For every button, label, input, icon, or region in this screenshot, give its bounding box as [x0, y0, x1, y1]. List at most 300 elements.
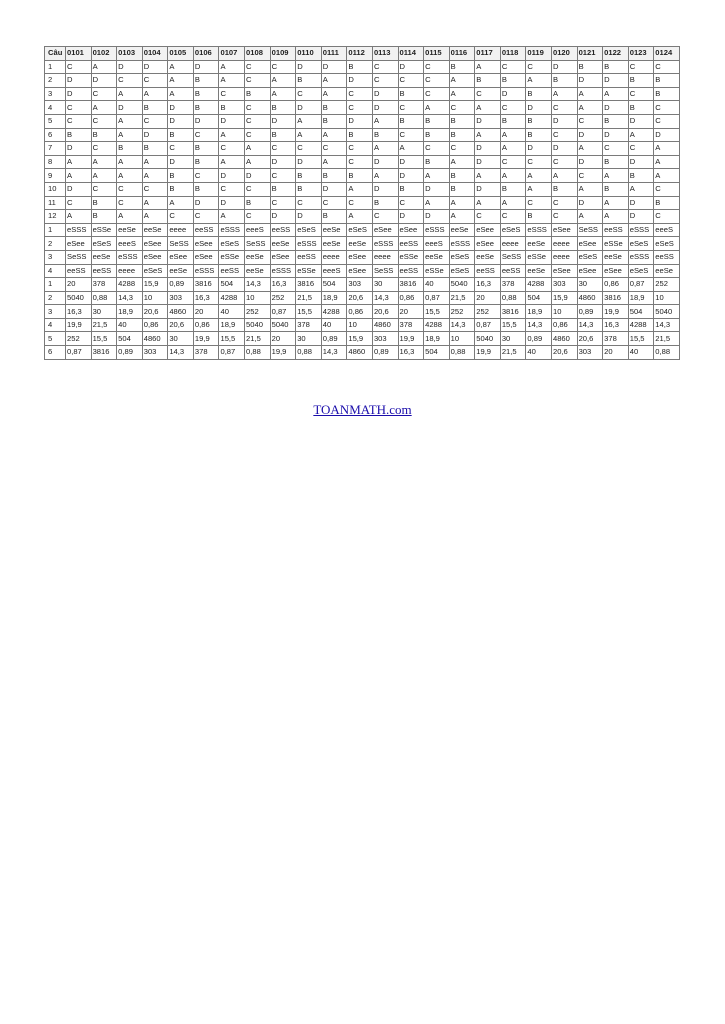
answer-cell: C — [372, 74, 398, 88]
table-row — [45, 128, 680, 142]
answer-cell: 252 — [270, 291, 296, 305]
answer-cell: B — [628, 74, 654, 88]
answer-cell: C — [245, 114, 271, 128]
answer-cell: A — [168, 60, 194, 74]
answer-cell: 16,3 — [475, 278, 501, 292]
answer-cell: 15,9 — [142, 278, 168, 292]
answer-cell: 0,88 — [449, 346, 475, 360]
answer-cell: C — [551, 128, 577, 142]
answer-cell: A — [603, 169, 629, 183]
answer-cell: 0,86 — [398, 291, 424, 305]
answer-cell: B — [500, 182, 526, 196]
table-row — [45, 291, 680, 305]
answer-cell: C — [475, 210, 501, 224]
answer-cell: eSee — [475, 237, 501, 251]
answer-cell: C — [424, 142, 450, 156]
answer-cell: 252 — [449, 305, 475, 319]
answer-cell: C — [347, 87, 373, 101]
answer-cell: 0,86 — [142, 318, 168, 332]
header-cell-exam-code: 0123 — [628, 47, 654, 61]
answer-cell: D — [117, 60, 143, 74]
answer-cell: 14,3 — [449, 318, 475, 332]
answer-cell: eSSS — [424, 223, 450, 237]
answer-cell: B — [321, 169, 347, 183]
answer-cell: 4860 — [168, 305, 194, 319]
table-row — [45, 223, 680, 237]
answer-cell: 20 — [603, 346, 629, 360]
answer-cell: D — [475, 114, 501, 128]
answer-cell: C — [603, 142, 629, 156]
table-row — [45, 210, 680, 224]
answer-cell: 30 — [577, 278, 603, 292]
header-cell-exam-code: 0120 — [551, 47, 577, 61]
answer-cell: 16,3 — [398, 346, 424, 360]
answer-cell: eeeS — [321, 264, 347, 278]
answer-cell: eeSS — [66, 264, 92, 278]
answer-cell: B — [168, 169, 194, 183]
answer-cell: 252 — [245, 305, 271, 319]
answer-cell: C — [270, 142, 296, 156]
answer-cell: 20 — [66, 278, 92, 292]
answer-cell: eeSe — [142, 223, 168, 237]
answer-cell: SeSS — [372, 264, 398, 278]
answer-cell: 30 — [168, 332, 194, 346]
answer-cell: A — [117, 169, 143, 183]
answer-cell: D — [475, 182, 501, 196]
answer-cell: A — [500, 142, 526, 156]
answer-cell: A — [117, 114, 143, 128]
answer-cell: eeSS — [219, 264, 245, 278]
answer-cell: B — [66, 128, 92, 142]
answer-cell: eSeS — [449, 250, 475, 264]
header-cell-exam-code: 0101 — [66, 47, 92, 61]
answer-cell: eeSe — [245, 264, 271, 278]
answer-cell: A — [603, 210, 629, 224]
table-header-row — [45, 47, 680, 61]
answer-cell: 40 — [526, 346, 552, 360]
answer-cell: C — [270, 196, 296, 210]
answer-cell: D — [628, 114, 654, 128]
answer-cell: 15,9 — [347, 332, 373, 346]
answer-cell: D — [193, 60, 219, 74]
question-number-cell: 2 — [45, 291, 66, 305]
answer-cell: A — [117, 87, 143, 101]
answer-cell: A — [526, 74, 552, 88]
answer-cell: B — [654, 74, 680, 88]
answer-cell: 4860 — [577, 291, 603, 305]
answer-cell: 18,9 — [628, 291, 654, 305]
header-cell-exam-code: 0121 — [577, 47, 603, 61]
question-number-cell: 2 — [45, 74, 66, 88]
table-row — [45, 305, 680, 319]
table-row — [45, 196, 680, 210]
answer-cell: B — [398, 182, 424, 196]
answer-cell: 40 — [117, 318, 143, 332]
answer-cell: D — [398, 60, 424, 74]
answer-cell: eSeS — [449, 264, 475, 278]
answer-cell: 15,9 — [551, 291, 577, 305]
answer-cell: B — [193, 155, 219, 169]
answer-cell: 21,5 — [245, 332, 271, 346]
answer-cell: eSee — [603, 264, 629, 278]
answer-cell: 504 — [424, 346, 450, 360]
answer-cell: A — [245, 142, 271, 156]
answer-cell: B — [475, 74, 501, 88]
answer-cell: SeSS — [245, 237, 271, 251]
answer-cell: B — [321, 101, 347, 115]
answer-cell: A — [372, 169, 398, 183]
answer-cell: eeSe — [91, 250, 117, 264]
answer-cell: D — [398, 210, 424, 224]
answer-cell: B — [526, 210, 552, 224]
answer-cell: eeSS — [603, 223, 629, 237]
answer-cell: B — [577, 60, 603, 74]
answer-cell: eeSe — [117, 223, 143, 237]
answer-cell: 20,6 — [551, 346, 577, 360]
answer-cell: D — [142, 128, 168, 142]
answer-cell: C — [551, 196, 577, 210]
answer-cell: eeSS — [654, 250, 680, 264]
answer-cell: eSee — [193, 250, 219, 264]
answer-cell: B — [500, 114, 526, 128]
answer-cell: A — [654, 169, 680, 183]
header-cell-exam-code: 0104 — [142, 47, 168, 61]
answer-cell: D — [526, 142, 552, 156]
answer-cell: D — [168, 114, 194, 128]
answer-cell: C — [500, 60, 526, 74]
answer-cell: eeSe — [603, 250, 629, 264]
answer-cell: D — [577, 155, 603, 169]
answer-cell: C — [654, 182, 680, 196]
answer-cell: D — [577, 128, 603, 142]
answer-cell: D — [245, 169, 271, 183]
answer-cell: C — [449, 142, 475, 156]
answer-cell: SeSS — [577, 223, 603, 237]
answer-cell: SeSS — [500, 250, 526, 264]
answer-cell: C — [296, 142, 322, 156]
answer-cell: B — [347, 169, 373, 183]
answer-cell: C — [117, 74, 143, 88]
answer-cell: B — [526, 128, 552, 142]
answer-cell: 504 — [117, 332, 143, 346]
answer-cell: eeee — [551, 250, 577, 264]
answer-cell: C — [654, 114, 680, 128]
answer-cell: 20,6 — [168, 318, 194, 332]
answer-cell: C — [296, 87, 322, 101]
answer-cell: A — [628, 128, 654, 142]
answer-cell: eeSe — [449, 223, 475, 237]
answer-cell: eeee — [500, 237, 526, 251]
answer-cell: A — [66, 155, 92, 169]
answer-cell: 14,3 — [117, 291, 143, 305]
answer-cell: 0,87 — [628, 278, 654, 292]
answer-cell: 3816 — [603, 291, 629, 305]
answer-cell: 14,3 — [372, 291, 398, 305]
answer-cell: C — [245, 182, 271, 196]
answer-cell: eSee — [270, 250, 296, 264]
answer-cell: D — [270, 210, 296, 224]
answer-cell: eSee — [193, 237, 219, 251]
answer-cell: B — [91, 128, 117, 142]
answer-cell: A — [91, 169, 117, 183]
answer-cell: B — [424, 128, 450, 142]
answer-cell: eeSe — [654, 264, 680, 278]
answer-cell: eSSS — [193, 264, 219, 278]
answer-cell: B — [91, 196, 117, 210]
answer-cell: D — [551, 142, 577, 156]
answer-cell: eeeS — [245, 223, 271, 237]
answer-cell: A — [475, 128, 501, 142]
answer-cell: 3816 — [296, 278, 322, 292]
answer-cell: eSSS — [628, 223, 654, 237]
answer-cell: C — [654, 101, 680, 115]
answer-cell: B — [628, 101, 654, 115]
answer-cell: 0,89 — [526, 332, 552, 346]
answer-cell: B — [168, 182, 194, 196]
answer-cell: B — [347, 128, 373, 142]
answer-cell: B — [526, 114, 552, 128]
answer-cell: A — [91, 60, 117, 74]
table-row — [45, 332, 680, 346]
answer-cell: C — [219, 87, 245, 101]
answer-cell: B — [603, 114, 629, 128]
answer-cell: 10 — [654, 291, 680, 305]
header-cell-exam-code: 0114 — [398, 47, 424, 61]
answer-cell: C — [142, 182, 168, 196]
answer-cell: eSSe — [398, 250, 424, 264]
question-number-cell: 2 — [45, 237, 66, 251]
question-number-cell: 5 — [45, 332, 66, 346]
header-cell-exam-code: 0117 — [475, 47, 501, 61]
answer-cell: B — [347, 60, 373, 74]
answer-cell: 30 — [500, 332, 526, 346]
answer-cell: 5040 — [449, 278, 475, 292]
answer-cell: B — [296, 169, 322, 183]
answer-cell: eSee — [551, 264, 577, 278]
answer-cell: A — [577, 210, 603, 224]
answer-cell: 15,5 — [500, 318, 526, 332]
answer-cell: eeSS — [398, 237, 424, 251]
answer-cell: B — [654, 87, 680, 101]
answer-key-table — [44, 46, 680, 360]
answer-cell: D — [296, 210, 322, 224]
answer-cell: D — [296, 60, 322, 74]
answer-cell: D — [347, 74, 373, 88]
answer-cell: eSSe — [424, 264, 450, 278]
answer-cell: 3816 — [398, 278, 424, 292]
answer-cell: 20 — [193, 305, 219, 319]
answer-cell: 14,3 — [168, 346, 194, 360]
answer-cell: eeSS — [500, 264, 526, 278]
table-row — [45, 74, 680, 88]
answer-cell: D — [603, 101, 629, 115]
answer-cell: C — [347, 155, 373, 169]
answer-cell: 19,9 — [193, 332, 219, 346]
answer-cell: eeSe — [270, 237, 296, 251]
answer-cell: C — [91, 87, 117, 101]
header-cell-exam-code: 0102 — [91, 47, 117, 61]
answer-cell: D — [66, 142, 92, 156]
answer-cell: A — [551, 87, 577, 101]
answer-cell: 4288 — [424, 318, 450, 332]
answer-cell: A — [603, 196, 629, 210]
answer-cell: C — [372, 60, 398, 74]
answer-cell: 378 — [91, 278, 117, 292]
answer-cell: C — [66, 60, 92, 74]
answer-cell: D — [321, 182, 347, 196]
answer-cell: eeSe — [424, 250, 450, 264]
answer-cell: 15,5 — [424, 305, 450, 319]
answer-cell: D — [193, 114, 219, 128]
answer-cell: C — [66, 101, 92, 115]
answer-cell: A — [321, 74, 347, 88]
answer-cell: B — [270, 101, 296, 115]
answer-cell: B — [219, 101, 245, 115]
answer-cell: B — [193, 87, 219, 101]
answer-cell: B — [321, 114, 347, 128]
question-number-cell: 9 — [45, 169, 66, 183]
answer-cell: eeee — [551, 237, 577, 251]
answer-cell: 378 — [500, 278, 526, 292]
answer-cell: A — [398, 142, 424, 156]
answer-cell: C — [424, 87, 450, 101]
answer-cell: 10 — [142, 291, 168, 305]
answer-cell: 504 — [321, 278, 347, 292]
answer-cell: D — [372, 182, 398, 196]
answer-cell: B — [551, 182, 577, 196]
answer-cell: eSeS — [347, 223, 373, 237]
answer-cell: 252 — [66, 332, 92, 346]
answer-cell: 4288 — [321, 305, 347, 319]
answer-cell: 252 — [654, 278, 680, 292]
header-cell-exam-code: 0111 — [321, 47, 347, 61]
header-cell-exam-code: 0105 — [168, 47, 194, 61]
answer-cell: A — [270, 87, 296, 101]
answer-cell: A — [654, 142, 680, 156]
answer-cell: D — [296, 155, 322, 169]
answer-cell: C — [372, 210, 398, 224]
answer-cell: C — [245, 101, 271, 115]
answer-cell: A — [577, 87, 603, 101]
answer-cell: D — [296, 101, 322, 115]
answer-cell: 40 — [321, 318, 347, 332]
answer-cell: 18,9 — [424, 332, 450, 346]
answer-cell: 20,6 — [372, 305, 398, 319]
answer-cell: 14,3 — [526, 318, 552, 332]
answer-cell: A — [142, 196, 168, 210]
answer-cell: D — [475, 142, 501, 156]
answer-cell: C — [551, 210, 577, 224]
answer-cell: D — [347, 114, 373, 128]
answer-cell: eeSe — [475, 250, 501, 264]
answer-cell: A — [168, 196, 194, 210]
answer-cell: D — [372, 155, 398, 169]
answer-cell: 19,9 — [603, 305, 629, 319]
answer-cell: B — [245, 196, 271, 210]
answer-cell: eSeS — [628, 264, 654, 278]
answer-cell: 20,6 — [347, 291, 373, 305]
answer-cell: D — [551, 114, 577, 128]
question-number-cell: 3 — [45, 87, 66, 101]
answer-cell: 20 — [270, 332, 296, 346]
answer-cell: A — [296, 128, 322, 142]
answer-cell: D — [193, 196, 219, 210]
answer-cell: eSSe — [91, 223, 117, 237]
answer-cell: A — [219, 128, 245, 142]
header-cell-exam-code: 0108 — [245, 47, 271, 61]
answer-cell: D — [168, 101, 194, 115]
footer-site-link[interactable]: TOANMATH.com — [313, 402, 412, 417]
answer-cell: 5040 — [270, 318, 296, 332]
answer-cell: eSSS — [628, 250, 654, 264]
answer-cell: 0,89 — [117, 346, 143, 360]
answer-cell: eeSS — [193, 223, 219, 237]
answer-cell: B — [296, 182, 322, 196]
answer-cell: D — [526, 101, 552, 115]
question-number-cell: 5 — [45, 114, 66, 128]
answer-cell: A — [142, 210, 168, 224]
answer-cell: D — [424, 210, 450, 224]
question-number-cell: 10 — [45, 182, 66, 196]
answer-cell: A — [219, 210, 245, 224]
answer-cell: C — [526, 196, 552, 210]
answer-cell: eSeS — [219, 237, 245, 251]
answer-cell: C — [168, 142, 194, 156]
answer-cell: B — [321, 210, 347, 224]
answer-cell: eeSe — [321, 223, 347, 237]
answer-cell: D — [603, 74, 629, 88]
answer-cell: A — [475, 101, 501, 115]
answer-cell: C — [142, 74, 168, 88]
answer-cell: C — [245, 60, 271, 74]
question-number-cell: 3 — [45, 250, 66, 264]
answer-cell: C — [551, 101, 577, 115]
answer-cell: D — [424, 182, 450, 196]
answer-cell: A — [142, 87, 168, 101]
answer-cell: D — [66, 74, 92, 88]
answer-cell: 5040 — [245, 318, 271, 332]
answer-cell: 19,9 — [475, 346, 501, 360]
answer-cell: B — [603, 155, 629, 169]
question-number-cell: 4 — [45, 318, 66, 332]
answer-cell: C — [654, 60, 680, 74]
answer-cell: A — [91, 155, 117, 169]
answer-cell: 40 — [628, 346, 654, 360]
answer-cell: eeSe — [321, 237, 347, 251]
answer-cell: 5040 — [66, 291, 92, 305]
answer-cell: C — [347, 142, 373, 156]
answer-cell: D — [628, 210, 654, 224]
answer-cell: B — [245, 87, 271, 101]
answer-cell: C — [245, 210, 271, 224]
question-number-cell: 1 — [45, 278, 66, 292]
answer-cell: C — [628, 60, 654, 74]
answer-cell: 16,3 — [193, 291, 219, 305]
answer-cell: eSSe — [219, 250, 245, 264]
answer-cell: eeee — [168, 223, 194, 237]
answer-cell: eSSe — [526, 250, 552, 264]
answer-cell: eSee — [347, 264, 373, 278]
answer-cell: 15,5 — [219, 332, 245, 346]
answer-cell: C — [347, 101, 373, 115]
answer-cell: B — [526, 87, 552, 101]
answer-cell: eeSS — [296, 250, 322, 264]
answer-cell: A — [66, 169, 92, 183]
answer-cell: 21,5 — [449, 291, 475, 305]
answer-cell: C — [424, 74, 450, 88]
answer-cell: D — [117, 101, 143, 115]
answer-cell: C — [270, 169, 296, 183]
